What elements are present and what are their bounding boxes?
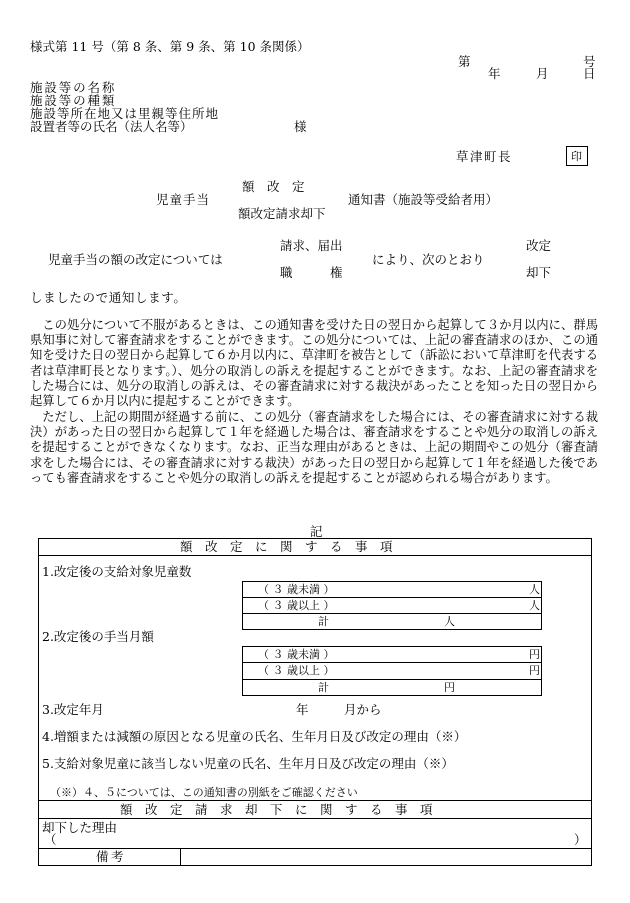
item4-label: 4.増額または減額の原因となる児童の氏名、生年月日及び改定の理由（※） <box>42 729 467 744</box>
remarks-label: 備考 <box>96 849 127 864</box>
item1-row-divider-1 <box>242 597 542 598</box>
seal-text: 印 <box>571 150 582 163</box>
paragraph-1: この処分について不服があるときは、この通知書を受けた日の翌日から起算して３か月以内に、群馬県知事に対して審査請求をすることができます。この処分については、上記の審査請求のほか、この通知を受けた日の翌日から起算して６か月以内に、草津町を被告として（訴訟において草津町を代表する者は草津町長となります。）、処分の取消しの訴えを提起することができます。なお、上記の審査請求をした場合には、処分の取消しの訴えは、その審査請求に対する裁決があったことを知った日の翌日から起算して６か月以内に提起することができます。 <box>30 318 598 409</box>
item2-row-divider-1 <box>242 662 542 663</box>
reason-label: 却下した理由 <box>42 820 118 835</box>
item3-month: 月から <box>344 702 382 717</box>
date-day: 日 <box>583 66 596 81</box>
choice-opt1-bottom: 職 権 <box>280 265 343 280</box>
facility-name-label: 施設等の名称 <box>30 80 117 95</box>
item5-label: 5.支給対象児童に該当しない児童の氏名、生年月日及び改定の理由（※） <box>42 756 454 771</box>
item2-row-divider-2 <box>242 679 542 680</box>
choice-middle: により、次のとおり <box>372 252 485 267</box>
doc-no-dai: 第 <box>458 54 471 69</box>
facility-type-label: 施設等の種類 <box>30 93 117 108</box>
item3-year: 年 <box>296 702 309 717</box>
remarks-column-divider <box>180 848 181 866</box>
item1-total-label: 計 <box>318 615 329 628</box>
item1-row1-label: （ ３ 歳未満 ） <box>258 583 335 596</box>
choice-opt1-top: 請求、届出 <box>280 238 343 253</box>
item3-label: 3.改定年月 <box>42 702 104 717</box>
title-line3: 額改定請求却下 <box>238 206 326 221</box>
issuer-name: 草津町長 <box>456 149 513 164</box>
item1-label: 1.改定後の支給対象児童数 <box>42 564 192 579</box>
item2-label: 2.改定後の手当月額 <box>42 629 154 644</box>
section2-header-divider <box>38 818 592 819</box>
notice-line: しましたので通知します。 <box>30 290 187 305</box>
paragraph-2: ただし、上記の期間が経過する前に、この処分（審査請求をした場合には、その審査請求に対する裁決）があった日の翌日から起算して１年を経過した場合は、審査請求をすることや処分の取消しの訴えを提起することができなくなります。なお、正当な理由があるときは、上記の期間やこの処分（審査請求をした場合には、その審査請求に対する裁決）があった日の翌日から起算して１年を経過した後であっても審査請求をすることや処分の取消しの訴えを提起することが認められる場合があります。 <box>30 410 598 485</box>
header-divider <box>38 555 592 556</box>
item2-total-label: 計 <box>318 681 329 694</box>
item2-total-unit: 円 <box>444 681 455 694</box>
item2-row2-unit: 円 <box>529 664 540 677</box>
item1-row-divider-2 <box>242 613 542 614</box>
item2-row2-label: （ ３ 歳以上 ） <box>258 664 335 677</box>
ki: 記 <box>310 524 323 539</box>
reason-paren-open: （ <box>44 832 57 847</box>
founder-label: 設置者等の氏名（法人名等） <box>30 119 193 134</box>
table-header-2: 額 改 定 請 求 却 下 に 関 す る 事 項 <box>120 802 433 817</box>
address-label: 施設等所在地又は里親等住所地 <box>30 106 220 121</box>
date-year: 年 <box>488 66 501 81</box>
title-prefix: 児童手当 <box>156 192 211 207</box>
reason-paren-close: ） <box>574 832 587 847</box>
section2-top <box>38 800 592 801</box>
date-month: 月 <box>536 66 549 81</box>
choice-lead: 児童手当の額の改定については <box>48 252 223 267</box>
item1-row2-unit: 人 <box>529 599 540 612</box>
form-number: 様式第 11 号（第 8 条、第 9 条、第 10 条関係） <box>30 39 310 54</box>
item1-total-unit: 人 <box>444 615 455 628</box>
doc-no-go: 号 <box>583 54 596 69</box>
choice-opt2-top: 改定 <box>526 238 552 253</box>
title-line1: 額 改 定 <box>242 179 305 194</box>
item2-row1-label: （ ３ 歳未満 ） <box>258 648 335 661</box>
title-suffix: 通知書（施設等受給者用） <box>348 192 499 207</box>
item1-row2-label: （ ３ 歳以上 ） <box>258 599 335 612</box>
table-header-1: 額 改 定 に 関 す る 事 項 <box>180 539 393 554</box>
item1-row1-unit: 人 <box>529 583 540 596</box>
footnote: （※）４、５については、この通知書の別紙をご確認ください <box>50 786 358 799</box>
choice-opt2-bottom: 却下 <box>526 265 552 280</box>
sama: 様 <box>294 119 307 134</box>
item2-row1-unit: 円 <box>529 648 540 661</box>
